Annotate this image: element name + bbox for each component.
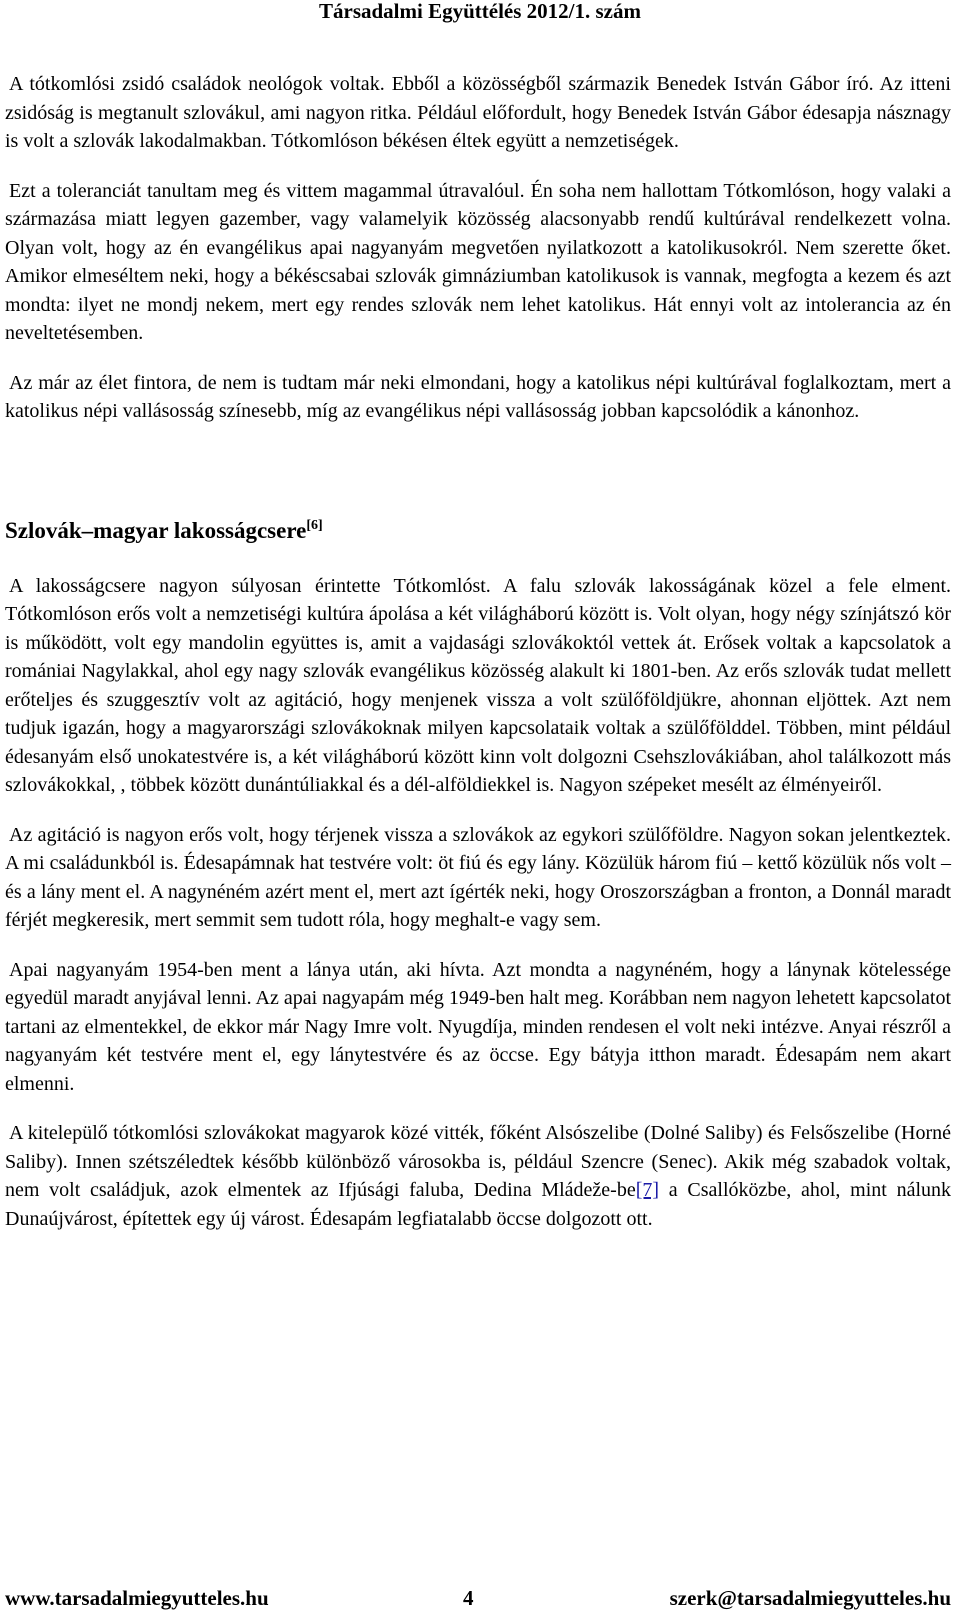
page-header [0,0,960,24]
journal-title: Társadalmi Együttélés 2012/1. szám [319,0,641,23]
footnote-link[interactable]: [7] [635,1179,660,1201]
footer-email[interactable]: szerk@tarsadalmiegyutteles.hu [669,1586,951,1610]
page-footer [5,1585,951,1615]
paragraph-text: A kitelepülő tótkomlósi szlovákokat magyarok közé vitték, főként Alsószelibe (Dolné Saliby) és Felsőszelibe (Horné Saliby). Innen szétszéledtek később különböző városokba is, például Szencre (Senec). Akik még szabadok voltak, nem volt családjuk, azok elmentek az Ifjúsági faluba, Dedina Mládeže-be [5,1122,951,1201]
paragraph: A lakosságcsere nagyon súlyosan érintette Tótkomlóst. A falu szlovák lakosságának közel a fele elment. Tótkomlóson erős volt a nemzetiségi kultúra ápolása a két világháború között is. Volt olyan, hogy négy színjátszó kör is működött, volt egy mandolin együttes is, amit a vajdasági szlovákoktól vettek át. Erősek voltak a kapcsolatok a romániai Nagylakkal, ahol egy nagy szlovák evangélikus közösség alakult ki 1801-ben. Az erős szlovák tudat mellett erőteljes és szuggesztív volt az agitáció, hogy menjenek vissza a volt szülőföldjükre, ahonnan eljöttek. Azt nem tudjuk igazán, hogy a magyarországi szlovákoknak milyen kapcsolataik voltak a szülőfölddel. Többen, mint például édesanyám első unokatestvére is, a két világháború között kinn volt dolgozni Csehszlovákiában, ahol találkozott más szlovákokkal, , többek között dunántúliakkal és a dél-alföldiekkel is. Nagyon szépeket mesélt az élményeiről. [5,574,951,796]
paragraph: Ezt a toleranciát tanultam meg és vittem magammal útravalóul. Én soha nem hallottam Tótkomlóson, hogy valaki a származása miatt legyen gazember, vagy valamelyik közösség alacsonyabb rendű kultúrával rendelkezett volna. Olyan volt, hogy az én evangélikus apai nagyanyám megvetően nyilatkozott a katolikusokról. Nem szerette őket. Amikor elmeséltem neki, hogy a békéscsabai szlovák gimnáziumban katolikusok is vannak, megfogta a kezem és azt mondta: ilyet ne mondj nekem, mert egy rendes szlovák nem lehet katolikus. Hát ennyi volt az intolerancia az én neveltetésemben. [5,179,951,344]
paragraph-text: a Csallóközbe, ahol, mint nálunk Dunaújvárost, építettek egy új várost. Édesapám legfiatalabb öccse dolgozott ott. [5,1179,952,1230]
article-body [5,70,951,1233]
paragraph: Az agitáció is nagyon erős volt, hogy térjenek vissza a szlovákok az egykori szülőföldre. Nagyon sokan jelentkeztek. A mi családunkból is. Édesapámnak hat testvére volt: öt fiú és egy lány. Közülük három fiú – kettő közülük nős volt – és a lány ment el. A nagynéném azért ment el, mert azt ígérték neki, hogy Oroszországban a fronton, a Donnál maradt férjét megkeresik, mert semmit sem tudott róla, hogy meghalt-e vagy sem. [5,823,951,931]
paragraph: Apai nagyanyám 1954-ben ment a lánya után, aki hívta. Azt mondta a nagynéném, hogy a lánynak kötelessége egyedül maradt anyjával lenni. Az apai nagyapám még 1949-ben halt meg. Korábban nem nagyon lehetett kapcsolatot tartani az elmentekkel, de ekkor már Nagy Imre volt. Nyugdíja, minden rendesen el volt neki intézve. Anyai részről a nagyanyám két testvére ment el, egy lánytestvére és az öccse. Egy bátyja itthon maradt. Édesapám nem akart elmenni. [5,958,951,1095]
paragraph: A tótkomlósi zsidó családok neológok voltak. Ebből a közösségből származik Benedek István Gábor író. Az itteni zsidóság is megtanult szlovákul, ami nagyon ritka. Például előfordult, hogy Benedek István Gábor édesapja násznagy is volt a szlovák lakodalmakban. Tótkomlóson békésen éltek együtt a nemzetiségek. [5,73,951,152]
section-heading-text: Szlovák–magyar lakosságcsere [5,517,307,543]
footnote-marker: [6] [306,517,323,533]
paragraph: Az már az élet fintora, de nem is tudtam már neki elmondani, hogy a katolikus népi kultúrával foglalkoztam, mert a katolikus népi vallásosság színesebb, míg az evangélikus népi vallásosság jobban kapcsolódik a kánonhoz. [5,371,951,422]
footer-website[interactable]: www.tarsadalmiegyutteles.hu [5,1586,269,1610]
section-heading [5,511,951,546]
paragraph [5,1119,951,1233]
page-number: 4 [463,1586,474,1610]
